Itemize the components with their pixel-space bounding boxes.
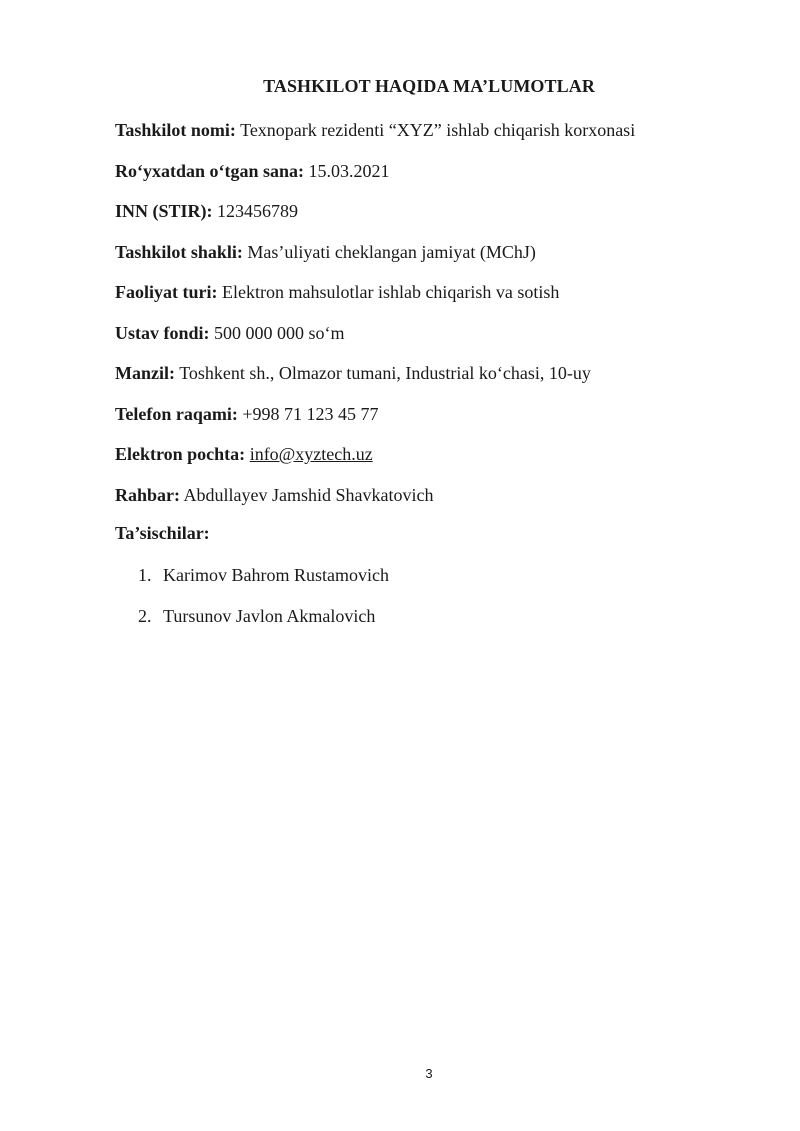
field-label: Elektron pochta: <box>115 444 246 464</box>
field-value: Abdullayev Jamshid Shavkatovich <box>183 484 434 505</box>
field-label: Ro‘yxatdan o‘tgan sana: <box>115 160 305 181</box>
founders-heading: Ta’sischilar: <box>115 523 210 543</box>
field-value: +998 71 123 45 77 <box>242 403 379 424</box>
field-inn <box>115 199 755 240</box>
field-label: Tashkilot nomi: <box>115 120 236 140</box>
field-label: Tashkilot shakli: <box>115 241 243 262</box>
field-value: Texnopark rezidenti “XYZ” ishlab chiqarish korxonasi <box>240 120 636 140</box>
list-item <box>138 563 389 604</box>
list-number: 2. <box>138 605 152 626</box>
field-registration-date <box>115 159 755 200</box>
email-link[interactable]: info@xyztech.uz <box>249 444 373 464</box>
field-label: INN (STIR): <box>115 201 213 221</box>
list-number: 1. <box>138 565 152 585</box>
field-label: Telefon raqami: <box>115 403 238 424</box>
field-organization-form <box>115 240 755 281</box>
page-number: 3 <box>425 1066 433 1081</box>
document-title: TASHKILOT HAQIDA MA’LUMOTLAR <box>263 76 595 96</box>
field-organization-name <box>115 118 755 159</box>
field-value: Toshkent sh., Olmazor tumani, Industrial ko‘chasi, 10-uy <box>179 363 591 383</box>
info-fields <box>115 118 755 523</box>
field-charter-capital <box>115 321 755 362</box>
field-director <box>115 483 755 524</box>
field-value: 15.03.2021 <box>308 160 390 181</box>
field-label: Faoliyat turi: <box>115 282 218 302</box>
founder-name: Karimov Bahrom Rustamovich <box>163 565 389 585</box>
list-item <box>138 604 389 645</box>
field-label: Ustav fondi: <box>115 322 210 343</box>
field-label: Rahbar: <box>115 484 181 505</box>
field-email <box>115 442 755 483</box>
field-phone <box>115 402 755 443</box>
field-label: Manzil: <box>115 363 175 383</box>
founder-name: Tursunov Javlon Akmalovich <box>163 605 376 626</box>
field-value: 500 000 000 so‘m <box>214 322 345 343</box>
field-value: Elektron mahsulotlar ishlab chiqarish va sotish <box>221 282 560 302</box>
founders-list <box>138 563 389 644</box>
field-address <box>115 361 755 402</box>
field-value: 123456789 <box>217 201 299 221</box>
field-activity-type <box>115 280 755 321</box>
field-value: Mas’uliyati cheklangan jamiyat (MChJ) <box>247 241 536 262</box>
